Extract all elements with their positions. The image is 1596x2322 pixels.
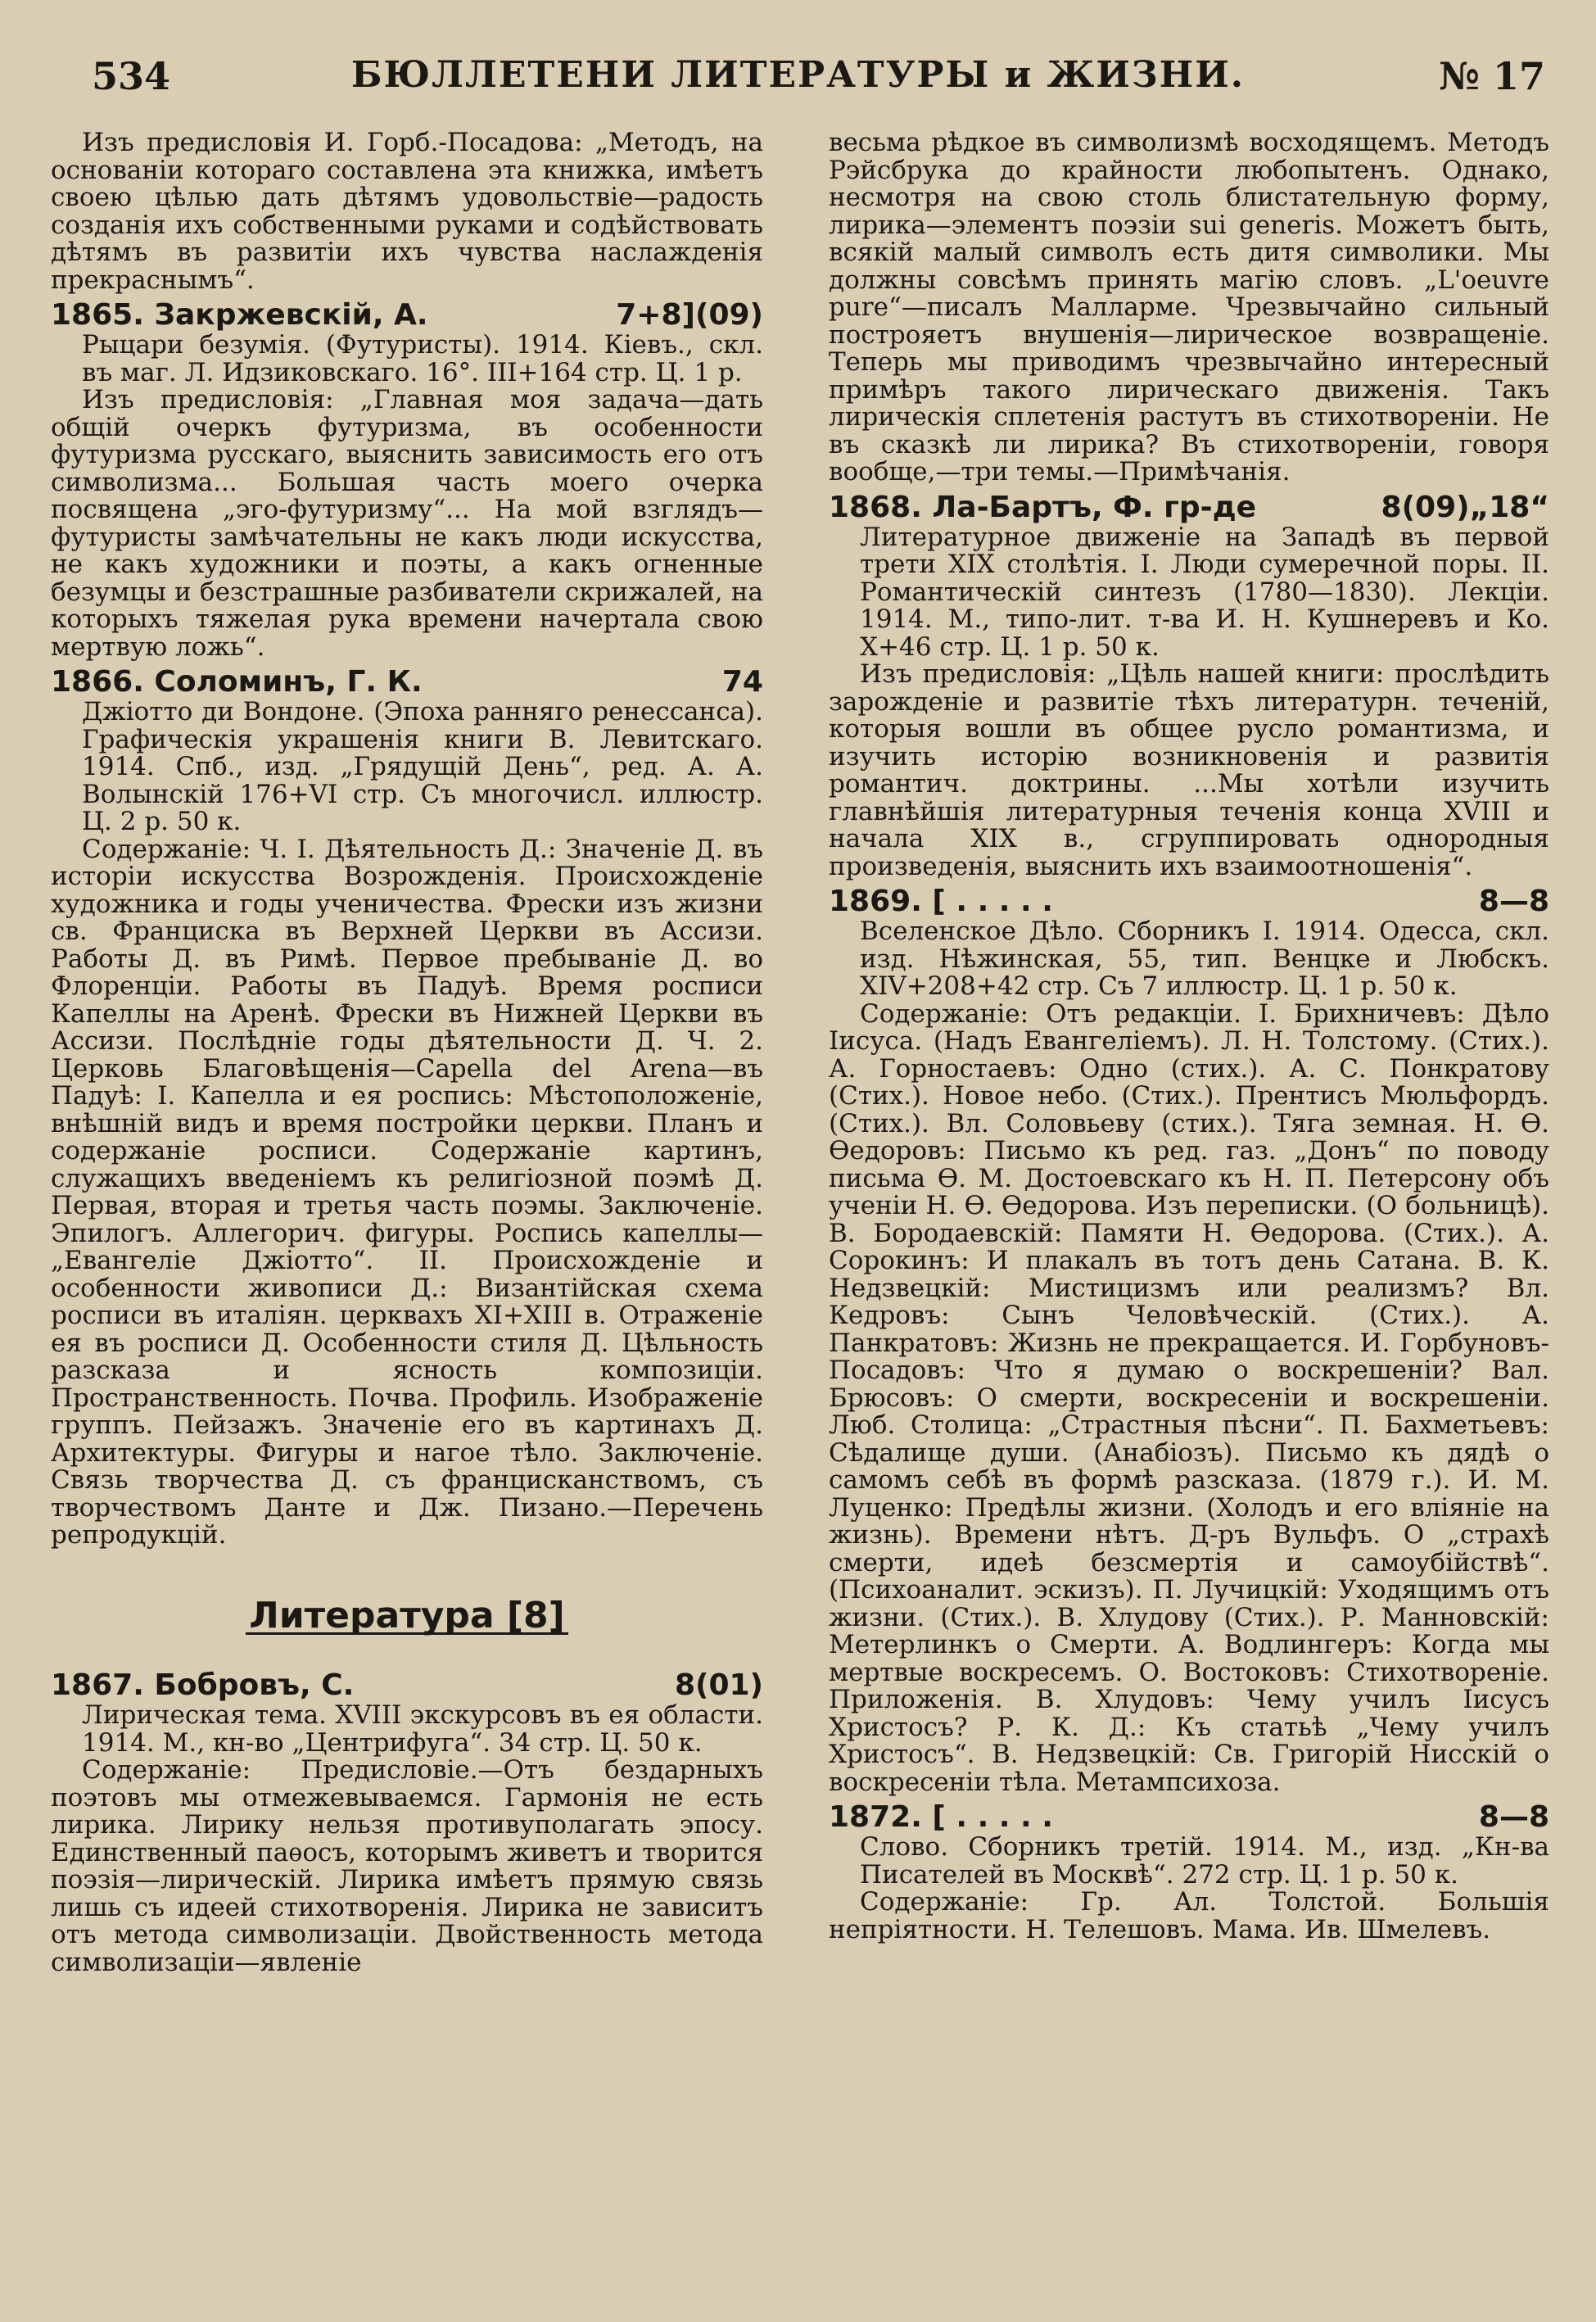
page-number: 534 (92, 54, 171, 98)
entry-code: 8(09)„18“ (1381, 490, 1549, 524)
page-header (0, 0, 1596, 123)
entry-code: 8—8 (1478, 1800, 1549, 1834)
entry-body: Литературное движеніе на Западѣ въ первой трети XIX столѣтія. I. Люди сумеречной поры. II. Романтическій синтезъ (1780—1830). Лекціи. 1914. М., типо-лит. т-ва И. Н. Кушнеревъ и Ко. X+46 стр. Ц. 1 р. 50 к. (860, 522, 1549, 662)
section-heading: Литература [8] (246, 1602, 567, 1636)
left-column (51, 129, 763, 1976)
entry-title: 1868. Ла-Бартъ, Ф. гр-де (829, 490, 1257, 524)
entry-note: Содержаніе: Предисловіе.—Отъ бездарныхъ поэтовъ мы отмежевываемся. Гармонія не есть лирика. Лирику нельзя противуполагать эпосу. Единственный паѳосъ, которымъ живетъ и творится поэзія—лирическій. Лирика имѣетъ прямую связь лишь съ идеей стихотворенія. Лирика не зависитъ отъ метода символизаціи. Двойственность метода символизаціи—явленіе (51, 1755, 763, 1977)
entry-body: Вселенское Дѣло. Сборникъ I. 1914. Одесса, скл. изд. Нѣжинская, 55, тип. Венцке и Любскъ. XIV+208+42 стр. Съ 7 иллюстр. Ц. 1 р. 50 к. (860, 917, 1549, 1001)
entry-code: 74 (721, 665, 763, 699)
entry-note: Содержаніе: Отъ редакціи. I. Брихничевъ: Дѣло Іисуса. (Надъ Евангеліемъ). Л. Н. Толстому. (Стих.). А. Горностаевъ: Одно (стих.). А. С. Понкратову (Стих.). Новое небо. (Стих.). Прентисъ Мюльфордъ. (Стих.). Вл. Соловьеву (стих.). Тяга земная. Н. Ѳ. Ѳедоровъ: Письмо къ ред. газ. „Донъ“ по поводу письма Ѳ. М. Достоевскаго къ Н. П. Петерсону объ ученіи Н. Ѳ. Ѳедорова. Изъ переписки. (О больницѣ). В. Бородаевскій: Памяти Н. Ѳедорова. (Стих.). А. Сорокинъ: И плакалъ въ тотъ день Сатана. В. К. Недзвецкій: Мистицизмъ или реализмъ? Вл. Кедровъ: Сынъ Человѣческій. (Стих.). А. Панкратовъ: Жизнь не прекращается. И. Горбуновъ-Посадовъ: Что я думаю о воскрешеніи? Вал. Брюсовъ: О смерти, воскресеніи и воскрешеніи. Люб. Столица: „Страстныя пѣсни“. П. Бахметьевъ: Сѣдалище души. (Анабіозъ). Письмо къ дядѣ о самомъ себѣ въ формѣ разсказа. (1879 г.). И. М. Луценко: Предѣлы жизни. (Холодъ и его вліяніе на жизнь). Времени нѣтъ. Д-ръ Вульфъ. О „страхѣ смерти, идеѣ безсмертія и самоубійствѣ“. (Психоаналит. эскизъ). П. Лучицкій: Уходящимъ отъ жизни. (Стих.). В. Хлудову (Стих.). Р. Манновскій: Метерлинкъ о Смерти. А. Водлингеръ: Когда мы мертвые воскресемъ. О. Востоковъ: Стихотвореніе. Приложенія. В. Хлудовъ: Чему училъ Іисусъ Христосъ? Р. К. Д.: Къ статьѣ „Чему училъ Христосъ“. В. Недзвецкій: Св. Григорій Нисскій о воскресеніи тѣла. Метампсихоза. (829, 998, 1549, 1797)
entry-code: 8(01) (674, 1668, 763, 1702)
continued-paragraph: весьма рѣдкое въ символизмѣ восходящемъ. Методъ Рэйсбрука до крайности любопытенъ. Однако, несмотря на свою столь блистательную форму, лирика—элементъ поэзіи sui generis. Можетъ быть, всякій малый символъ есть дитя символики. Мы должны совсѣмъ принять магію словъ. „L'oeuvre pure“—писалъ Малларме. Чрезвычайно сильный построяетъ внушенія—лирическое возвращеніе. Теперь мы приводимъ чрезвычайно интересный примѣръ такого лирическаго движенія. Такъ лирическія сплетенія растутъ въ стихотвореніи. Не въ сказкѣ ли лирика? Въ стихотвореніи, говоря вообще,—три темы.—Примѣчанія. (829, 128, 1549, 487)
entry-heading-1867 (51, 1669, 763, 1702)
entry-note: Содержаніе: Гр. Ал. Толстой. Большія непріятности. Н. Телешовъ. Мама. Ив. Шмелевъ. (829, 1887, 1549, 1944)
entry-title: 1866. Соломинъ, Г. К. (51, 665, 423, 699)
entry-title: 1867. Бобровъ, С. (51, 1668, 355, 1702)
entry-body: Джіотто ди Вондоне. (Эпоха ранняго ренессанса). Графическія украшенія книги В. Левитскаго. 1914. Спб., изд. „Грядущій День“, ред. А. А. Волынскій 176+VI стр. Съ многочисл. иллюстр. Ц. 2 р. 50 к. (82, 697, 763, 836)
running-title: БЮЛЛЕТЕНИ ЛИТЕРАТУРЫ и ЖИЗНИ. (350, 54, 1246, 96)
right-column (829, 129, 1549, 1944)
entry-heading-1869 (829, 885, 1549, 918)
issue-number: № 17 (1438, 54, 1545, 98)
entry-body: Лирическая тема. XVIII экскурсовъ въ ея области. 1914. М., кн-во „Центрифуга“. 34 стр. Ц. 50 к. (82, 1700, 763, 1758)
entry-code: 8—8 (1478, 885, 1549, 918)
entry-title: 1869. [ . . . . . (829, 885, 1053, 918)
entry-body: Рыцари безумія. (Футуристы). 1914. Кіевъ., скл. въ маг. Л. Идзиковскаго. 16°. III+164 стр. Ц. 1 р. (82, 330, 763, 387)
entry-code: 7+8](09) (616, 298, 763, 332)
entry-note: Изъ предисловія: „Цѣль нашей книги: прослѣдить зарожденіе и развитіе тѣхъ литературн. теченій, которыя вошли въ общее русло романтизма, и изучить исторію возникновенія и развитія романтич. доктрины. ...Мы хотѣли изучить главнѣйшія литературныя теченія конца XVIII и начала XIX в., сгруппировать однородныя произведенія, выяснить ихъ взаимоотношенія“. (829, 659, 1549, 881)
entry-heading-1866 (51, 666, 763, 699)
entry-heading-1865 (51, 299, 763, 332)
entry-title: 1872. [ . . . . . (829, 1800, 1053, 1834)
section-heading-block (51, 1594, 763, 1636)
entry-heading-1868 (829, 491, 1549, 524)
entry-body: Слово. Сборникъ третій. 1914. М., изд. „Кн-ва Писателей въ Москвѣ“. 272 стр. Ц. 1 р. 50 к. (860, 1832, 1549, 1890)
entry-heading-1872 (829, 1801, 1549, 1834)
intro-paragraph: Изъ предисловія И. Горб.-Посадова: „Методъ, на основаніи котораго составлена эта книжка, имѣетъ своею цѣлью дать дѣтямъ удовольствіе—радость созданія ихъ собственными руками и содѣйствовать дѣтямъ въ развитіи ихъ чувства наслажденія прекраснымъ“. (51, 128, 763, 295)
entry-title: 1865. Закржевскій, А. (51, 298, 428, 332)
entry-note: Содержаніе: Ч. I. Дѣятельность Д.: Значеніе Д. въ исторіи искусства Возрожденія. Происхожденіе художника и годы ученичества. Фрески изъ жизни св. Франциска въ Верхней Церкви въ Ассизи. Работы Д. въ Римѣ. Первое пребываніе Д. во Флоренціи. Работы въ Падуѣ. Время росписи Капеллы на Аренѣ. Фрески въ Нижней Церкви въ Ассизи. Послѣдніе годы дѣятельности Д. Ч. 2. Церковь Благовѣщенія—Capella del Arena—въ Падуѣ: I. Капелла и ея роспись: Мѣстоположеніе, внѣшній видъ и время постройки церкви. Планъ и содержаніе росписи. Содержаніе картинъ, служащихъ введеніемъ къ религіозной поэмѣ Д. Первая, вторая и третья часть поэмы. Заключеніе. Эпилогъ. Аллегорич. фигуры. Роспись капеллы—„Евангеліе Джіотто“. II. Происхожденіе и особенности живописи Д.: Византійская схема росписи въ италіян. церквахъ XI+XIII в. Отраженіе ея въ росписи Д. Особенности стиля Д. Цѣльность разсказа и ясность композиціи. Пространственность. Почва. Профиль. Изображеніе группъ. Пейзажъ. Значеніе его въ картинахъ Д. Архитектуры. Фигуры и нагое тѣло. Заключеніе. Связь творчества Д. съ францисканствомъ, съ творчествомъ Данте и Дж. Пизано.—Перечень репродукцій. (51, 834, 763, 1550)
entry-note: Изъ предисловія: „Главная моя задача—дать общій очеркъ футуризма, въ особенности футуризма русскаго, выяснить зависимость его отъ символизма... Большая часть моего очерка посвящена „эго-футуризму“... На мой взглядъ—футуристы замѣчательны не какъ люди искусства, не какъ художники и поэты, а какъ огненные безумцы и безстрашные разбиватели скрижалей, на которыхъ тяжелая рука времени начертала свою мертвую ложь“. (51, 385, 763, 662)
